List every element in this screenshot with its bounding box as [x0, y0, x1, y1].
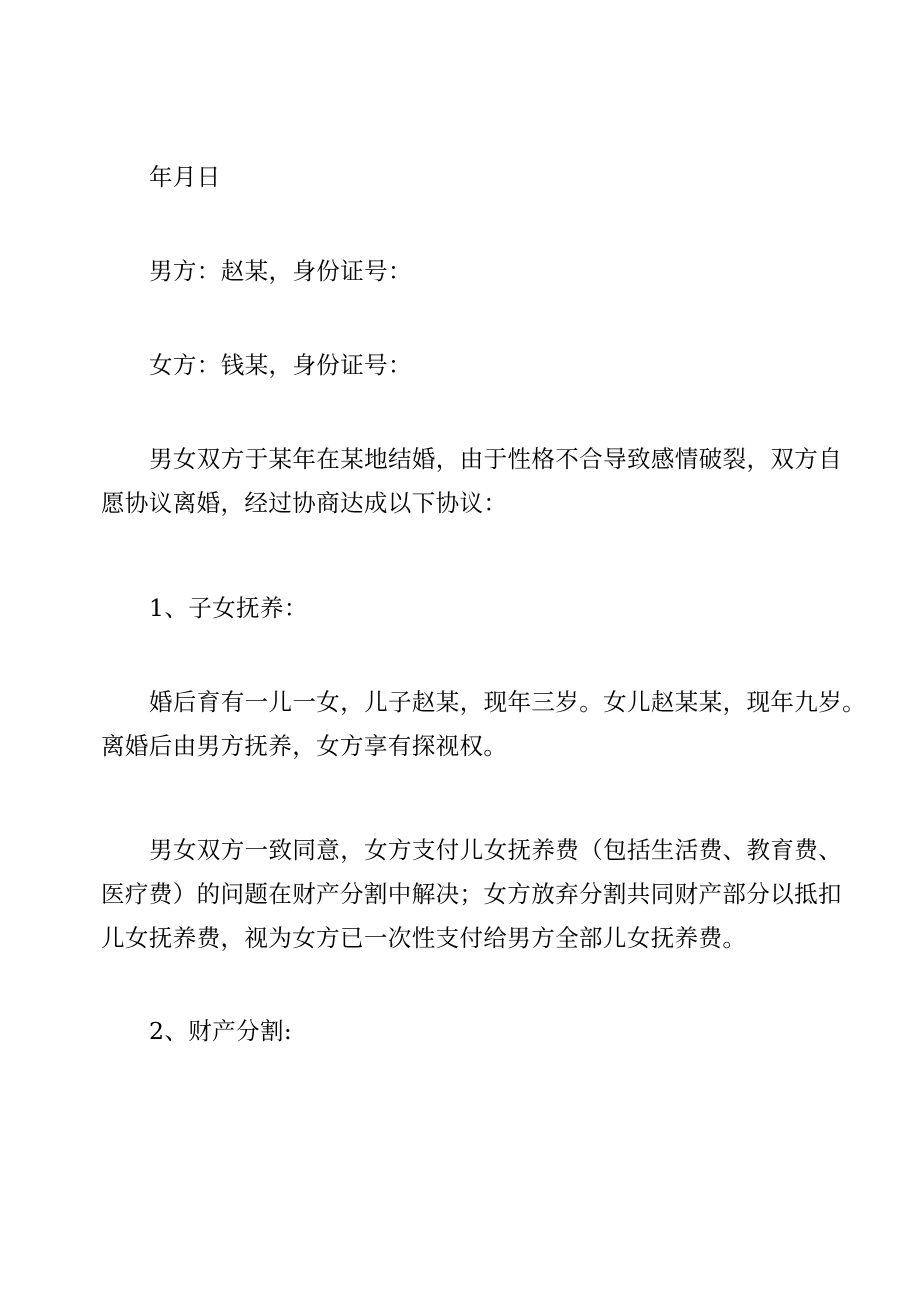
- male-party-line: [149, 249, 829, 293]
- female-party-line: [149, 343, 829, 387]
- support-line-2: 医疗费）的问题在财产分割中解决；女方放弃分割共同财产部分以抵扣: [101, 880, 842, 908]
- date-line-text: 年月日: [149, 163, 221, 191]
- intro-paragraph: [101, 437, 843, 525]
- male-party-text: 男方：赵某，身份证号：: [149, 257, 412, 285]
- section2-heading: [149, 1009, 829, 1053]
- children-line-2: 离婚后由男方抚养，女方享有探视权。: [101, 732, 508, 760]
- section2-heading-text: 2、财产分割:: [149, 1017, 293, 1045]
- female-party-text: 女方：钱某，身份证号：: [149, 351, 412, 379]
- date-line: [149, 155, 829, 199]
- section1-heading-text: 1、子女抚养：: [149, 594, 308, 622]
- intro-line-1: 男女双方于某年在某地结婚，由于性格不合导致感情破裂，双方自: [149, 445, 843, 473]
- support-line-1: 男女双方一致同意，女方支付儿女抚养费（包括生活费、教育费、: [149, 836, 843, 864]
- intro-line-2: 愿协议离婚，经过协商达成以下协议：: [101, 489, 508, 517]
- support-paragraph: [101, 828, 843, 960]
- children-paragraph: [101, 680, 866, 768]
- section1-heading: [149, 586, 829, 630]
- support-line-3: 儿女抚养费，视为女方已一次性支付给男方全部儿女抚养费。: [101, 924, 747, 952]
- children-line-1: 婚后育有一儿一女，儿子赵某，现年三岁。女儿赵某某，现年九岁。: [149, 688, 866, 716]
